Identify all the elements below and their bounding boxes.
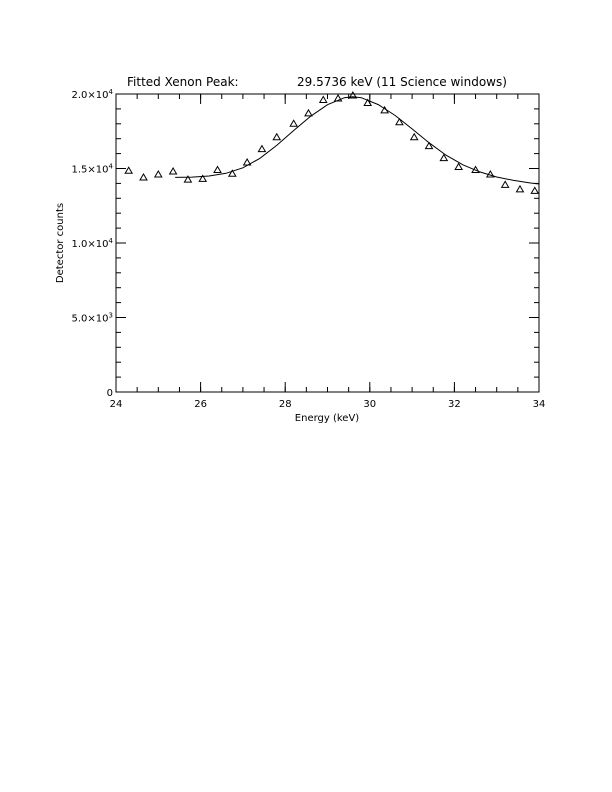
data-point (170, 168, 177, 174)
data-point (426, 143, 433, 149)
data-point (396, 119, 403, 125)
y-tick-label: $5.0\times 10^3$ (71, 311, 113, 325)
x-tick-label: 32 (448, 399, 461, 410)
axis-ticks (116, 94, 539, 392)
y-tick-label: $2.0\times 10^4$ (71, 88, 113, 101)
y-tick-label: $1.5\times 10^4$ (71, 162, 113, 176)
data-point (455, 164, 462, 170)
x-tick-label: 28 (278, 399, 292, 410)
data-point (244, 159, 251, 165)
data-points (125, 92, 538, 193)
x-axis-label: Energy (keV) (294, 413, 360, 424)
data-point (502, 181, 509, 187)
tick-labels (72, 88, 546, 410)
data-point (258, 146, 265, 152)
x-tick-label: 26 (194, 399, 207, 410)
y-tick-label: $1.0\times 10^4$ (71, 237, 113, 250)
data-point (516, 186, 523, 192)
y-tick-label: 0 (106, 388, 113, 399)
data-point (155, 171, 162, 177)
data-point (214, 166, 221, 172)
data-point (229, 170, 236, 176)
data-point (140, 174, 147, 180)
fit-curve (175, 97, 539, 184)
data-point (290, 120, 297, 126)
plot-frame (116, 94, 539, 392)
x-tick-label: 34 (532, 399, 546, 410)
data-point (273, 134, 280, 140)
data-point (411, 134, 418, 140)
x-tick-label: 24 (109, 399, 123, 410)
y-axis-label: Detector counts (55, 202, 66, 284)
data-point (125, 167, 132, 173)
data-point (320, 96, 327, 102)
chart-title-right: 29.5736 keV (11 Science windows) (297, 75, 507, 89)
x-tick-label: 30 (363, 399, 377, 410)
data-point (305, 110, 312, 116)
data-point (531, 187, 538, 193)
chart-title-left: Fitted Xenon Peak: (127, 75, 239, 89)
